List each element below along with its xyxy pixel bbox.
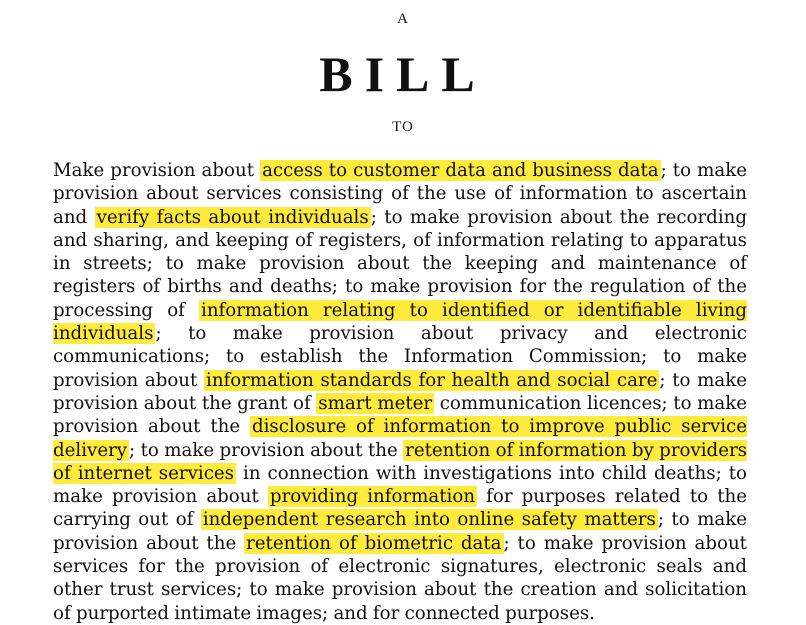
highlighted-phrase: information relating to identified or identifiable living individuals bbox=[53, 299, 747, 345]
highlighted-phrase: smart meter bbox=[318, 392, 433, 414]
to-label: TO bbox=[392, 119, 414, 135]
highlighted-phrase: providing information bbox=[269, 486, 476, 508]
title-text-segment: ; to make provision about the bbox=[129, 439, 404, 461]
long-title-paragraph bbox=[53, 159, 747, 625]
highlighted-phrase: information standards for health and social care bbox=[206, 369, 658, 391]
title-text-segment: ; to make provision about privacy and electronic communications; to establish the Information Commission; to make provision about bbox=[53, 323, 747, 391]
title-text-segment: ; to make provision about the bbox=[53, 509, 747, 554]
highlighted-phrase: access to customer data and business data bbox=[262, 160, 659, 181]
title-text-segment: ; to make provision about the recording and sharing, and keeping of registers, of information relating to apparatus in streets; to make provision about the keeping and maintenance of registers of births and deaths; to make provision for the regulation of the processing of bbox=[53, 206, 747, 321]
title-text-segment: communication licences; to make provision about the bbox=[53, 392, 747, 438]
title-text-segment: Make provision about bbox=[53, 160, 261, 181]
highlighted-phrase: retention of biometric data bbox=[246, 532, 502, 554]
article-label: A bbox=[397, 11, 409, 27]
bill-title: BILL bbox=[319, 46, 487, 102]
highlighted-phrase: independent research into online safety matters bbox=[202, 509, 656, 531]
title-text-segment: in connection with investigations into child deaths; to make provision about bbox=[53, 462, 747, 508]
title-text-segment: ; to make provision about the grant of bbox=[53, 369, 748, 414]
title-text-segment: ; to make provision about services for the provision of electronic signatures, electronic seals and other trust services; to make provision about the creation and solicitation of purported intimate images; and for connected purposes. bbox=[53, 532, 747, 624]
highlighted-phrase: retention of information by providers of internet services bbox=[53, 439, 747, 484]
title-text-segment: for purposes related to the carrying out of bbox=[53, 486, 747, 531]
highlighted-phrase: verify facts about individuals bbox=[96, 206, 369, 228]
title-text-segment: ; to make provision about services consisting of the use of information to ascertain and bbox=[53, 160, 747, 228]
highlighted-phrase: disclosure of information to improve public service delivery bbox=[53, 416, 747, 461]
